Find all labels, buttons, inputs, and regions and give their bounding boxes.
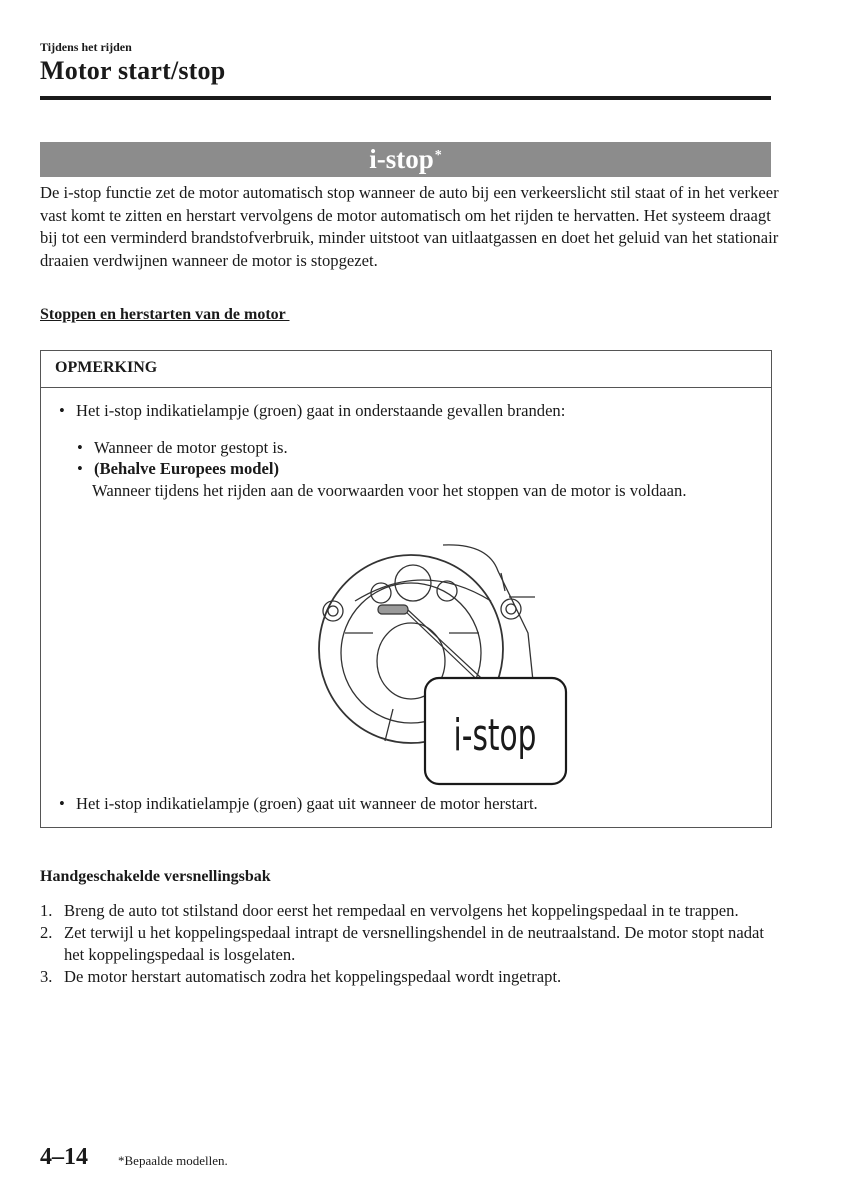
manual-steps-list — [40, 900, 780, 988]
list-item — [40, 922, 780, 966]
istop-indicator-lamp — [378, 605, 408, 614]
intro-paragraph: De i-stop functie zet de motor automatisch stop wanneer de auto bij een verkeerslicht stil staat of in het verkeer vast komt te zitten en herstart vervolgens de motor automatisch om het rijden te hervatten. Het systeem draagt bij tot een verminderd brandstofverbruik, minder uitstoot van uitlaatgassen en doet het geluid van het stationair draaien verdwijnen wanneer de motor is stopgezet. — [40, 183, 779, 270]
step-text: Breng de auto tot stilstand door eerst het rempedaal en vervolgens het koppelingspedaal in te trappen. — [64, 901, 739, 920]
note-title: OPMERKING — [55, 359, 158, 376]
step-number: 2. — [40, 923, 53, 942]
bullet-bold-text: (Behalve Europees model) — [94, 459, 279, 478]
istop-callout-label: i-stop — [453, 708, 537, 761]
step-number: 1. — [40, 901, 53, 920]
step-text: Zet terwijl u het koppelingspedaal intrapt de versnellingshendel in de neutraalstand. De motor stopt nadat het koppelingspedaal is losgelaten. — [64, 923, 764, 964]
bullet-text: Het i-stop indikatielampje (groen) gaat uit wanneer de motor herstart. — [76, 794, 538, 813]
bullet-text: Het i-stop indikatielampje (groen) gaat in onderstaande gevallen branden: — [76, 401, 566, 420]
bullet-text: Wanneer de motor gestopt is. — [94, 438, 288, 457]
section-banner — [40, 142, 771, 177]
step-number: 3. — [40, 967, 53, 986]
banner-title: i-stop — [369, 144, 434, 174]
section-label: Tijdens het rijden — [40, 40, 132, 54]
subheading-stop-restart: Stoppen en herstarten van de motor — [40, 306, 290, 323]
banner-footnote-marker: * — [434, 147, 442, 163]
bullet-dot: • — [77, 438, 83, 457]
page-title: Motor start/stop — [40, 56, 226, 85]
dashboard-illustration — [273, 541, 573, 791]
note-box — [40, 350, 772, 828]
step-text: De motor herstart automatisch zodra het koppelingspedaal wordt ingetrapt. — [64, 967, 562, 986]
bullet-continuation-text: Wanneer tijdens het rijden aan de voorwaarden voor het stoppen van de motor is voldaan. — [92, 481, 687, 500]
bullet-dot: • — [59, 401, 65, 420]
note-header — [41, 351, 771, 388]
title-rule — [40, 96, 771, 100]
manual-transmission-heading: Handgeschakelde versnellingsbak — [40, 868, 271, 885]
bullet-dot: • — [59, 794, 65, 813]
list-item — [40, 966, 780, 988]
bullet-dot: • — [77, 459, 83, 478]
footnote: *Bepaalde modellen. — [118, 1153, 228, 1168]
list-item — [40, 900, 780, 922]
page-number: 4–14 — [40, 1144, 88, 1170]
